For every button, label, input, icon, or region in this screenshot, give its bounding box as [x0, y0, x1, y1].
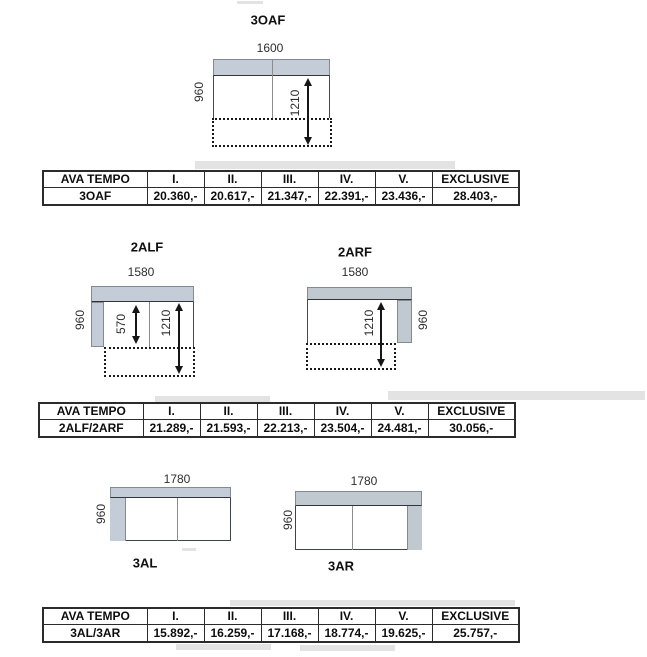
sofa-backrest: [307, 287, 412, 300]
sofa-backrest: [91, 286, 194, 302]
price-cell: 17.168,-: [261, 625, 318, 643]
diagram-title-3ar: 3AR: [327, 558, 355, 574]
pullout-bed-outline: [212, 118, 332, 147]
table-header-row: [39, 403, 515, 420]
price-cell: 24.481,-: [371, 420, 428, 438]
seat-divider-line: [149, 302, 150, 347]
col-header: III.: [261, 171, 318, 188]
sofa-armrest-right: [407, 506, 422, 550]
seat-divider-line: [272, 60, 273, 118]
dimension-arrow: [376, 302, 385, 367]
col-header: IV.: [318, 608, 375, 625]
seat-depth-dimension-label: 570: [114, 313, 128, 335]
depth-dimension-label: 960: [73, 309, 87, 331]
width-dimension-label: 1600: [256, 41, 284, 55]
scan-smudge: [182, 548, 196, 551]
col-header: AVA TEMPO: [39, 403, 143, 420]
width-dimension-label: 1580: [341, 265, 369, 279]
scan-smudge: [300, 645, 395, 651]
pullout-dimension-label: 1210: [159, 309, 173, 337]
diagram-title-2arf: 2ARF: [338, 244, 372, 260]
price-table-3al-3ar: [42, 607, 520, 643]
price-cell: 25.757,-: [432, 625, 519, 643]
price-cell: 21.593,-: [200, 420, 257, 438]
price-cell: 18.774,-: [318, 625, 375, 643]
table-row: [43, 625, 519, 643]
seat-divider-line: [177, 498, 178, 541]
price-cell: 20.360,-: [147, 188, 204, 206]
price-cell: 22.213,-: [257, 420, 314, 438]
scan-smudge: [230, 600, 515, 606]
price-table-3oaf: [42, 170, 520, 206]
price-cell: 30.056,-: [428, 420, 515, 438]
col-header: EXCLUSIVE: [432, 171, 519, 188]
col-header: I.: [143, 403, 200, 420]
dimension-arrow: [174, 303, 183, 374]
col-header: III.: [261, 608, 318, 625]
depth-dimension-label: 960: [192, 81, 206, 103]
scan-smudge: [388, 391, 645, 400]
scan-smudge: [176, 644, 271, 650]
table-row: [39, 420, 515, 438]
col-header: II.: [204, 171, 261, 188]
col-header: EXCLUSIVE: [428, 403, 515, 420]
col-header: III.: [257, 403, 314, 420]
col-header: I.: [147, 171, 204, 188]
table-row: [43, 188, 519, 206]
width-dimension-label: 1580: [127, 265, 155, 279]
col-header: EXCLUSIVE: [432, 608, 519, 625]
table-header-row: [43, 171, 519, 188]
price-cell: 19.625,-: [375, 625, 432, 643]
price-table-2alf-2arf: [38, 402, 516, 438]
col-header: II.: [204, 608, 261, 625]
sofa-armrest-right: [397, 300, 412, 343]
price-cell: 21.289,-: [143, 420, 200, 438]
price-cell: 22.391,-: [318, 188, 375, 206]
price-cell: 16.259,-: [204, 625, 261, 643]
col-header: V.: [371, 403, 428, 420]
scan-smudge: [237, 1, 263, 4]
price-cell: 28.403,-: [432, 188, 519, 206]
sofa-armrest-left: [110, 498, 126, 541]
pullout-dimension-label: 1210: [362, 309, 376, 337]
col-header: AVA TEMPO: [43, 608, 147, 625]
model-cell: 3OAF: [43, 188, 147, 206]
depth-dimension-label: 960: [416, 309, 430, 331]
dimension-arrow: [131, 305, 140, 344]
col-header: IV.: [314, 403, 371, 420]
pullout-dimension-label: 1210: [288, 89, 302, 117]
depth-dimension-label: 960: [281, 509, 295, 531]
col-header: V.: [375, 608, 432, 625]
col-header: IV.: [318, 171, 375, 188]
model-cell: 3AL/3AR: [43, 625, 147, 643]
depth-dimension-label: 960: [94, 503, 108, 525]
scan-smudge: [195, 161, 455, 169]
width-dimension-label: 1780: [350, 474, 378, 488]
diagram-title-3oaf: 3OAF: [250, 12, 286, 28]
model-cell: 2ALF/2ARF: [39, 420, 143, 438]
diagram-title-2alf: 2ALF: [130, 239, 164, 255]
col-header: AVA TEMPO: [43, 171, 147, 188]
price-cell: 15.892,-: [147, 625, 204, 643]
width-dimension-label: 1780: [163, 472, 191, 486]
price-cell: 23.504,-: [314, 420, 371, 438]
seat-divider-line: [352, 506, 353, 550]
sofa-backrest: [295, 491, 422, 506]
sofa-backrest: [110, 487, 231, 498]
col-header: V.: [375, 171, 432, 188]
price-cell: 20.617,-: [204, 188, 261, 206]
sofa-armrest-left: [91, 302, 104, 347]
col-header: I.: [147, 608, 204, 625]
diagram-title-3al: 3AL: [132, 555, 158, 571]
price-cell: 21.347,-: [261, 188, 318, 206]
col-header: II.: [200, 403, 257, 420]
dimension-arrow: [303, 78, 312, 145]
table-header-row: [43, 608, 519, 625]
price-cell: 23.436,-: [375, 188, 432, 206]
